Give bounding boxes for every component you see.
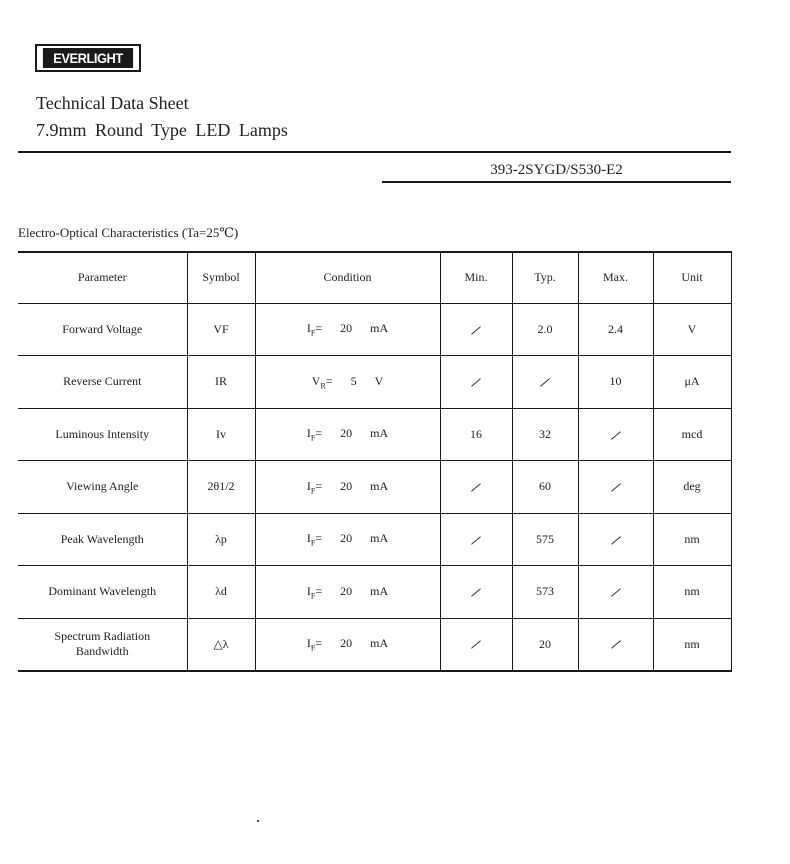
cell-parameter: Viewing Angle	[18, 461, 187, 514]
cond-value: 5	[350, 373, 357, 388]
cell-condition	[255, 461, 440, 514]
cell-condition	[255, 618, 440, 671]
cell-condition	[255, 356, 440, 409]
cond-unit: V	[374, 373, 384, 388]
not-applicable-dash	[611, 588, 621, 596]
cell-min	[440, 513, 512, 566]
cell-min	[440, 461, 512, 514]
cell-symbol: VF	[187, 303, 255, 356]
cond-equals: =	[315, 531, 323, 546]
cell-max	[578, 513, 653, 566]
electro-optical-table	[18, 251, 732, 672]
table-header-row	[18, 252, 731, 303]
cell-max	[578, 618, 653, 671]
not-applicable-dash	[471, 588, 481, 596]
table-row	[18, 356, 731, 409]
cell-max	[578, 566, 653, 619]
table-row	[18, 618, 731, 671]
cell-parameter: Peak Wavelength	[18, 513, 187, 566]
header-condition: Condition	[255, 252, 440, 303]
cond-subscript: F	[310, 485, 316, 495]
cell-condition	[255, 303, 440, 356]
cond-value: 20	[340, 426, 353, 441]
header-symbol: Symbol	[187, 252, 255, 303]
table-row	[18, 303, 731, 356]
cond-symbol: V	[311, 373, 321, 388]
not-applicable-dash	[471, 326, 481, 334]
table-row	[18, 566, 731, 619]
table-row	[18, 513, 731, 566]
section-title: Electro-Optical Characteristics (Ta=25℃)	[18, 225, 239, 240]
cond-symbol: I	[306, 478, 311, 493]
cond-unit: mA	[370, 321, 389, 336]
cond-value: 20	[340, 321, 353, 336]
cond-symbol: I	[306, 635, 311, 650]
cell-typ: 20	[512, 618, 578, 671]
cond-value: 20	[340, 635, 353, 650]
cond-symbol: I	[306, 426, 311, 441]
cell-typ: 575	[512, 513, 578, 566]
cell-parameter: Dominant Wavelength	[18, 566, 187, 619]
cond-equals: =	[315, 426, 323, 441]
header-divider	[18, 151, 731, 153]
not-applicable-dash	[471, 378, 481, 386]
not-applicable-dash	[611, 641, 621, 649]
cell-typ	[512, 356, 578, 409]
parameter-line2: Bandwidth	[75, 644, 129, 658]
header-max: Max.	[578, 252, 653, 303]
cond-subscript: F	[310, 538, 316, 548]
cell-symbol: Iv	[187, 408, 255, 461]
document-subtitle: 7.9mm Round Type LED Lamps	[36, 120, 288, 140]
cell-unit: nm	[653, 513, 731, 566]
cell-unit: mcd	[653, 408, 731, 461]
table-row	[18, 461, 731, 514]
cond-subscript: F	[310, 328, 316, 338]
cell-condition	[255, 566, 440, 619]
cond-symbol: I	[306, 531, 311, 546]
cell-parameter: Reverse Current	[18, 356, 187, 409]
cond-value: 20	[340, 583, 353, 598]
cell-min	[440, 303, 512, 356]
cell-min	[440, 618, 512, 671]
cell-unit: V	[653, 303, 731, 356]
header-unit: Unit	[653, 252, 731, 303]
cell-unit: nm	[653, 566, 731, 619]
cell-typ: 32	[512, 408, 578, 461]
cond-equals: =	[315, 321, 323, 336]
cell-parameter: Luminous Intensity	[18, 408, 187, 461]
cond-value: 20	[340, 531, 353, 546]
cell-max: 10	[578, 356, 653, 409]
cond-unit: mA	[370, 426, 389, 441]
cond-equals: =	[315, 635, 323, 650]
cell-symbol: λd	[187, 566, 255, 619]
header-typ: Typ.	[512, 252, 578, 303]
not-applicable-dash	[471, 536, 481, 544]
parameter-line1: Spectrum Radiation	[54, 629, 151, 643]
cell-min	[440, 356, 512, 409]
cond-subscript: F	[310, 590, 316, 600]
not-applicable-dash	[540, 378, 550, 386]
cond-value: 20	[340, 478, 353, 493]
cell-symbol: λp	[187, 513, 255, 566]
cell-parameter	[18, 618, 187, 671]
not-applicable-dash	[471, 483, 481, 491]
cell-parameter: Forward Voltage	[18, 303, 187, 356]
brand-logo	[35, 44, 141, 72]
not-applicable-dash	[471, 641, 481, 649]
cell-min: 16	[440, 408, 512, 461]
cell-typ: 573	[512, 566, 578, 619]
cell-symbol: △λ	[187, 618, 255, 671]
cell-symbol: 2θ1/2	[187, 461, 255, 514]
cond-unit: mA	[370, 478, 389, 493]
table-row	[18, 408, 731, 461]
stray-dot	[257, 820, 259, 822]
cond-equals: =	[315, 478, 323, 493]
not-applicable-dash	[611, 536, 621, 544]
cell-unit: deg	[653, 461, 731, 514]
cond-unit: mA	[370, 635, 389, 650]
cell-max	[578, 408, 653, 461]
header-min: Min.	[440, 252, 512, 303]
cell-unit: nm	[653, 618, 731, 671]
cond-symbol: I	[306, 583, 311, 598]
cell-unit: μA	[653, 356, 731, 409]
cell-symbol: IR	[187, 356, 255, 409]
document-title: Technical Data Sheet	[36, 93, 189, 113]
cond-unit: mA	[370, 531, 389, 546]
cond-equals: =	[325, 373, 333, 388]
cell-typ: 2.0	[512, 303, 578, 356]
brand-logo-text: EVERLIGHT	[43, 48, 133, 68]
part-number-underline	[382, 181, 731, 183]
part-number: 393-2SYGD/S530-E2	[490, 162, 623, 178]
cond-subscript: F	[310, 643, 316, 653]
not-applicable-dash	[611, 431, 621, 439]
cond-unit: mA	[370, 583, 389, 598]
not-applicable-dash	[611, 483, 621, 491]
cell-max	[578, 461, 653, 514]
cell-condition	[255, 408, 440, 461]
cond-equals: =	[315, 583, 323, 598]
cell-condition	[255, 513, 440, 566]
cell-max: 2.4	[578, 303, 653, 356]
header-parameter: Parameter	[18, 252, 187, 303]
cell-min	[440, 566, 512, 619]
cond-subscript: R	[320, 380, 326, 390]
cond-symbol: I	[306, 321, 311, 336]
cond-subscript: F	[310, 433, 316, 443]
cell-typ: 60	[512, 461, 578, 514]
